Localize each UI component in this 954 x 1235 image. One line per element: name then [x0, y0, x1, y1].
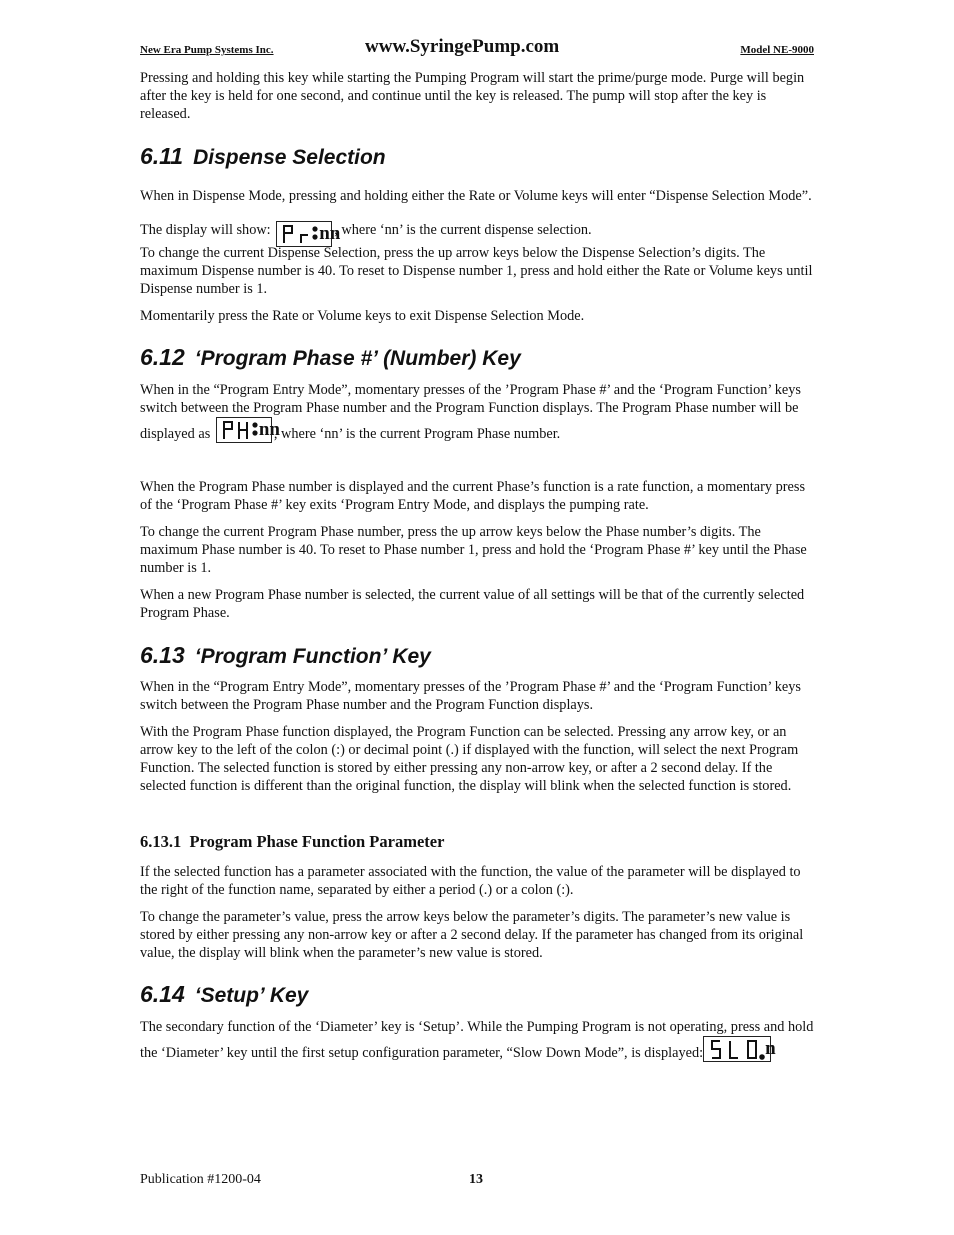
section-6-13-p2: [140, 723, 814, 795]
subsection-6-13-1-heading: [140, 832, 814, 852]
section-6-12-heading: [140, 344, 814, 371]
section-6-14-heading: [140, 981, 814, 1008]
section-6-13-p3: [140, 863, 814, 899]
paragraph-text: To change the current Dispense Selection, press the up arrow keys below the Dispense Selection’s digits. The maximum Dispense number is 40. To reset to Dispense number 1, press and hold either the Rate or Volume keys until Dispense number is 1.: [140, 245, 813, 297]
section-6-11-p1: [140, 179, 814, 247]
paragraph-text: The secondary function of the ‘Diameter’ key is ‘Setup’. While the Pumping Program is not operating, press and hold the ‘Diameter’ key until the first setup configuration parameter, “Slow Down Mode”, is displayed:: [140, 1019, 814, 1061]
paragraph-text: , where ‘nn’ is the current Program Phase number.: [273, 426, 561, 442]
paragraph-text: To change the parameter’s value, press the arrow keys below the parameter’s digits. The parameter’s new value is stored by either pressing any non-arrow key or after a 2 second delay. If the parameter has changed from its original value, the display will blink when the parameter’s new value is stored.: [140, 909, 804, 961]
paragraph-text: When a new Program Phase number is selected, the current value of all settings will be that of the currently selected Program Phase.: [140, 587, 805, 621]
section-number: 6.11: [140, 143, 184, 169]
intro-paragraph: Pressing and holding this key while starting the Pumping Program will start the prime/purge mode. Purge will begin after the key is held for one second, and continue until the key is released. The pump will stop after the key is released.: [140, 70, 805, 122]
lcd-digits: nn: [319, 223, 341, 244]
paragraph-text: With the Program Phase function displayed, the Program Function can be selected. Pressing any arrow key, or an arrow key to the left of the colon (:) or decimal point (.) if displayed with the function, will select the next Program Function. The selected function is stored by either pressing any non-arrow key, or after a 2 second delay. If the selected function is different than the original function, the display will blink when the selected function is stored.: [140, 724, 799, 794]
section-6-12-p4: [140, 586, 814, 622]
intro-block: [140, 69, 814, 123]
publication-number: Publication #1200-04: [140, 1172, 261, 1187]
paragraph-text: Momentarily press the Rate or Volume keys to exit Dispense Selection Mode.: [140, 308, 585, 324]
paragraph-text: If the selected function has a parameter associated with the function, the value of the parameter will be displayed to the right of the function name, separated by either a period (.) or a colon (:).: [140, 864, 801, 898]
section-number: 6.13: [140, 642, 185, 668]
section-title: Dispense Selection: [193, 146, 386, 169]
section-6-13-heading: [140, 642, 814, 669]
subsection-number: 6.13.1: [140, 832, 182, 851]
page-number: 13: [469, 1172, 483, 1187]
model-number: Model NE-9000: [740, 44, 814, 56]
section-6-12-p3: [140, 523, 814, 577]
paragraph-text: When in the “Program Entry Mode”, momentary presses of the ’Program Phase #’ and the ‘Program Function’ keys switch between the Program Phase number and the Program Function displays.: [140, 679, 801, 713]
paragraph-text: , where ‘nn’ is the current dispense selection.: [334, 222, 592, 238]
paragraph-text: To change the current Program Phase number, press the up arrow keys below the Phase number’s digits. The maximum Phase number is 40. To reset to Phase number 1, press and hold the ‘Program Phase #’ key until the Phase number is 1.: [140, 524, 807, 576]
section-6-12-p1: [140, 381, 814, 443]
section-number: 6.14: [140, 981, 185, 1007]
company-name: New Era Pump Systems Inc.: [140, 44, 274, 56]
paragraph-text: When in the “Program Entry Mode”, momentary presses of the ’Program Phase #’ and the ‘Program Function’ keys switch between the Program Phase number and the Program Function displays. The Program Phase number will be displayed as: [140, 382, 801, 442]
paragraph-text: When the Program Phase number is displayed and the current Phase’s function is a rate function, a momentary press of the ‘Program Phase #’ key exits ‘Program Entry Mode, and displays the pumping rate.: [140, 479, 806, 513]
section-6-13-p4: [140, 908, 814, 962]
section-number: 6.12: [140, 344, 185, 370]
section-title: ‘Program Phase #’ (Number) Key: [194, 347, 521, 370]
website: www.SyringePump.com: [365, 36, 560, 57]
section-6-11-p3: [140, 307, 814, 325]
lcd-digit: n: [765, 1038, 776, 1059]
lcd-display-slo: [703, 1036, 776, 1062]
section-title: ‘Setup’ Key: [194, 984, 309, 1007]
section-title: ‘Program Function’ Key: [194, 645, 431, 668]
section-6-11-heading: [140, 143, 814, 170]
section-6-11-p2: [140, 244, 814, 298]
page-header: [140, 34, 814, 62]
lcd-display-ph: [216, 417, 280, 443]
subsection-title: Program Phase Function Parameter: [189, 832, 445, 851]
lcd-digits: nn: [258, 419, 280, 440]
paragraph-text: When in Dispense Mode, pressing and holding either the Rate or Volume keys will enter “Dispense Selection Mode”. The display will show:: [140, 188, 812, 238]
section-6-14-p1: [140, 1018, 814, 1062]
section-6-13-p1: [140, 678, 814, 714]
section-6-12-p2: [140, 478, 814, 514]
